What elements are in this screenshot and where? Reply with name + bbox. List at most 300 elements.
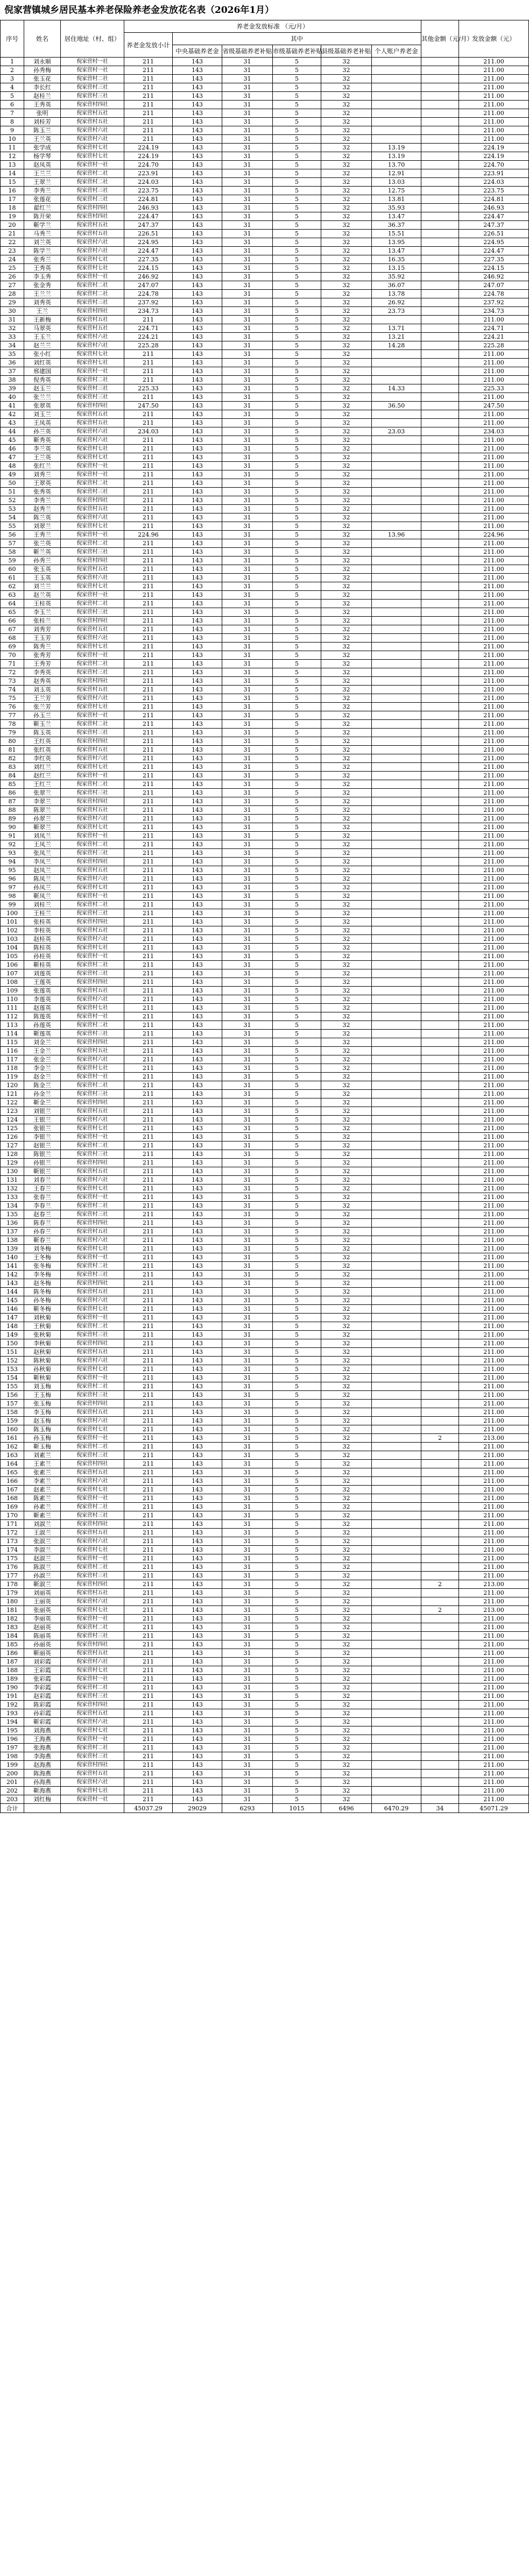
row-name: 靳素兰 bbox=[24, 1511, 61, 1520]
row-address: 倪家营村六社 bbox=[61, 1176, 124, 1184]
row-name: 赵淑兰 bbox=[24, 1554, 61, 1563]
row-address: 倪家营村一社 bbox=[61, 1795, 124, 1804]
row-county: 32 bbox=[321, 1606, 372, 1615]
row-address: 倪家营村六社 bbox=[61, 333, 124, 341]
row-seq: 171 bbox=[1, 1520, 24, 1529]
row-address: 倪家营村七社 bbox=[61, 522, 124, 531]
row-personal bbox=[372, 634, 421, 643]
row-personal bbox=[372, 643, 421, 651]
row-city: 5 bbox=[273, 875, 321, 883]
row-address: 倪家营村一社 bbox=[61, 1615, 124, 1623]
table-row bbox=[1, 987, 529, 995]
row-address: 倪家营村七社 bbox=[61, 1606, 124, 1615]
table-row bbox=[1, 178, 529, 187]
row-city: 5 bbox=[273, 195, 321, 204]
header-issued: 发放金额（元） bbox=[459, 20, 529, 58]
row-other bbox=[421, 1391, 459, 1400]
row-total: 211 bbox=[124, 600, 173, 608]
row-county: 32 bbox=[321, 1219, 372, 1228]
row-central: 143 bbox=[173, 686, 222, 694]
row-other bbox=[421, 668, 459, 677]
row-city: 5 bbox=[273, 969, 321, 978]
row-issued: 211.00 bbox=[459, 832, 529, 840]
row-seq: 129 bbox=[1, 1159, 24, 1167]
row-name: 王秀英 bbox=[24, 264, 61, 273]
row-address: 倪家营村三社 bbox=[61, 393, 124, 402]
table-row bbox=[1, 212, 529, 221]
row-province: 31 bbox=[222, 58, 273, 66]
row-central: 143 bbox=[173, 1537, 222, 1546]
row-issued: 211.00 bbox=[459, 118, 529, 126]
row-address: 倪家营村三社 bbox=[61, 195, 124, 204]
row-other bbox=[421, 1245, 459, 1253]
table-row bbox=[1, 1778, 529, 1787]
row-central: 143 bbox=[173, 410, 222, 419]
row-other bbox=[421, 402, 459, 410]
row-name: 王红兰 bbox=[24, 780, 61, 789]
row-province: 31 bbox=[222, 1288, 273, 1296]
row-province: 31 bbox=[222, 1709, 273, 1718]
row-county: 32 bbox=[321, 1649, 372, 1658]
row-total: 211 bbox=[124, 1064, 173, 1073]
row-total: 211 bbox=[124, 746, 173, 754]
row-total: 211 bbox=[124, 1434, 173, 1443]
row-central: 143 bbox=[173, 479, 222, 488]
row-county: 32 bbox=[321, 1236, 372, 1245]
row-total: 211 bbox=[124, 359, 173, 367]
row-name: 张金兰 bbox=[24, 1055, 61, 1064]
row-seq: 134 bbox=[1, 1202, 24, 1210]
row-county: 32 bbox=[321, 522, 372, 531]
row-name: 张莲英 bbox=[24, 987, 61, 995]
row-personal: 12.75 bbox=[372, 187, 421, 195]
row-city: 5 bbox=[273, 1184, 321, 1193]
row-seq: 10 bbox=[1, 135, 24, 144]
row-province: 31 bbox=[222, 1305, 273, 1314]
row-other bbox=[421, 1494, 459, 1503]
row-city: 5 bbox=[273, 144, 321, 152]
row-name: 马翠英 bbox=[24, 324, 61, 333]
row-personal bbox=[372, 1417, 421, 1425]
row-other bbox=[421, 600, 459, 608]
row-seq: 88 bbox=[1, 806, 24, 815]
table-row bbox=[1, 410, 529, 419]
total-cell bbox=[61, 1804, 124, 1813]
row-name: 刘淑兰 bbox=[24, 1520, 61, 1529]
row-other bbox=[421, 1167, 459, 1176]
row-seq: 67 bbox=[1, 625, 24, 634]
row-issued: 211.00 bbox=[459, 1718, 529, 1726]
row-central: 143 bbox=[173, 1589, 222, 1597]
row-central: 143 bbox=[173, 1236, 222, 1245]
row-address: 倪家营村五社 bbox=[61, 625, 124, 634]
row-county: 32 bbox=[321, 1253, 372, 1262]
table-row bbox=[1, 1486, 529, 1494]
row-address: 倪家营村二社 bbox=[61, 539, 124, 548]
row-county: 32 bbox=[321, 1159, 372, 1167]
row-county: 32 bbox=[321, 419, 372, 427]
row-seq: 78 bbox=[1, 720, 24, 729]
row-province: 31 bbox=[222, 1451, 273, 1460]
row-other bbox=[421, 1787, 459, 1795]
row-name: 李秀兰 bbox=[24, 187, 61, 195]
row-total: 211 bbox=[124, 1692, 173, 1701]
row-address: 倪家营村一社 bbox=[61, 711, 124, 720]
row-address: 倪家营村四社 bbox=[61, 797, 124, 806]
row-county: 32 bbox=[321, 703, 372, 711]
row-county: 32 bbox=[321, 651, 372, 660]
row-central: 143 bbox=[173, 75, 222, 83]
row-other bbox=[421, 264, 459, 273]
row-central: 143 bbox=[173, 565, 222, 574]
row-address: 倪家营村三社 bbox=[61, 969, 124, 978]
row-city: 5 bbox=[273, 1769, 321, 1778]
row-other bbox=[421, 1004, 459, 1012]
row-personal bbox=[372, 1090, 421, 1098]
row-other bbox=[421, 204, 459, 212]
row-county: 32 bbox=[321, 101, 372, 109]
row-county: 32 bbox=[321, 1520, 372, 1529]
row-address: 倪家营村五社 bbox=[61, 324, 124, 333]
row-city: 5 bbox=[273, 909, 321, 918]
row-address: 倪家营村三社 bbox=[61, 789, 124, 797]
row-personal bbox=[372, 367, 421, 376]
table-row bbox=[1, 1176, 529, 1184]
row-county: 32 bbox=[321, 1228, 372, 1236]
row-personal: 14.28 bbox=[372, 341, 421, 350]
row-central: 143 bbox=[173, 1417, 222, 1425]
row-seq: 162 bbox=[1, 1443, 24, 1451]
row-city: 5 bbox=[273, 1331, 321, 1339]
row-address: 倪家营村五社 bbox=[61, 1589, 124, 1597]
row-province: 31 bbox=[222, 1692, 273, 1701]
row-central: 143 bbox=[173, 1726, 222, 1735]
row-total: 211 bbox=[124, 1167, 173, 1176]
row-other bbox=[421, 969, 459, 978]
row-other bbox=[421, 1511, 459, 1520]
row-name: 靳淑兰 bbox=[24, 1580, 61, 1589]
row-other bbox=[421, 152, 459, 161]
row-name: 孙翠兰 bbox=[24, 815, 61, 823]
row-name: 张兰兰 bbox=[24, 393, 61, 402]
row-name: 王秀芳 bbox=[24, 660, 61, 668]
table-row bbox=[1, 1623, 529, 1632]
row-address: 倪家营村二社 bbox=[61, 1443, 124, 1451]
row-personal bbox=[372, 548, 421, 556]
row-name: 王兰兰 bbox=[24, 290, 61, 298]
row-name: 赵彩霞 bbox=[24, 1692, 61, 1701]
row-name: 陈玉梅 bbox=[24, 1425, 61, 1434]
table-row bbox=[1, 1098, 529, 1107]
row-issued: 211.00 bbox=[459, 720, 529, 729]
row-seq: 122 bbox=[1, 1098, 24, 1107]
row-total: 211 bbox=[124, 892, 173, 901]
row-other bbox=[421, 944, 459, 952]
table-row bbox=[1, 281, 529, 290]
row-total: 211 bbox=[124, 1572, 173, 1580]
row-county: 32 bbox=[321, 367, 372, 376]
row-county: 32 bbox=[321, 858, 372, 866]
row-address: 倪家营村七社 bbox=[61, 1305, 124, 1314]
row-seq: 107 bbox=[1, 969, 24, 978]
row-city: 5 bbox=[273, 539, 321, 548]
row-personal bbox=[372, 1709, 421, 1718]
row-total: 246.92 bbox=[124, 273, 173, 281]
row-issued: 227.35 bbox=[459, 255, 529, 264]
row-total: 211 bbox=[124, 1778, 173, 1787]
row-personal: 15.51 bbox=[372, 230, 421, 238]
row-city: 5 bbox=[273, 1468, 321, 1477]
row-seq: 172 bbox=[1, 1529, 24, 1537]
row-central: 143 bbox=[173, 961, 222, 969]
row-central: 143 bbox=[173, 1322, 222, 1331]
row-issued: 211.00 bbox=[459, 944, 529, 952]
row-other bbox=[421, 1021, 459, 1030]
row-county: 32 bbox=[321, 58, 372, 66]
row-personal bbox=[372, 1769, 421, 1778]
row-seq: 86 bbox=[1, 789, 24, 797]
row-county: 32 bbox=[321, 892, 372, 901]
row-province: 31 bbox=[222, 866, 273, 875]
row-province: 31 bbox=[222, 1460, 273, 1468]
row-other bbox=[421, 522, 459, 531]
row-county: 32 bbox=[321, 909, 372, 918]
row-city: 5 bbox=[273, 1460, 321, 1468]
row-personal bbox=[372, 969, 421, 978]
row-city: 5 bbox=[273, 780, 321, 789]
row-address: 倪家营村六社 bbox=[61, 935, 124, 944]
row-seq: 139 bbox=[1, 1245, 24, 1253]
table-row bbox=[1, 1640, 529, 1649]
row-other bbox=[421, 978, 459, 987]
row-total: 211 bbox=[124, 1726, 173, 1735]
row-total: 211 bbox=[124, 935, 173, 944]
row-total: 211 bbox=[124, 1253, 173, 1262]
row-seq: 125 bbox=[1, 1124, 24, 1133]
row-city: 5 bbox=[273, 1296, 321, 1305]
row-total: 211 bbox=[124, 376, 173, 384]
row-address: 倪家营村五社 bbox=[61, 1288, 124, 1296]
row-province: 31 bbox=[222, 944, 273, 952]
row-total: 225.33 bbox=[124, 384, 173, 393]
row-county: 32 bbox=[321, 1314, 372, 1322]
row-central: 143 bbox=[173, 582, 222, 591]
row-county: 32 bbox=[321, 574, 372, 582]
row-personal bbox=[372, 393, 421, 402]
row-county: 32 bbox=[321, 144, 372, 152]
row-county: 32 bbox=[321, 789, 372, 797]
row-name: 李冬梅 bbox=[24, 1271, 61, 1279]
row-issued: 211.00 bbox=[459, 1030, 529, 1038]
row-other bbox=[421, 1769, 459, 1778]
row-seq: 200 bbox=[1, 1769, 24, 1778]
row-personal bbox=[372, 1486, 421, 1494]
row-address: 倪家营村一社 bbox=[61, 591, 124, 600]
row-other bbox=[421, 556, 459, 565]
row-issued: 211.00 bbox=[459, 1744, 529, 1752]
row-name: 靳桂英 bbox=[24, 961, 61, 969]
row-central: 143 bbox=[173, 995, 222, 1004]
row-province: 31 bbox=[222, 823, 273, 832]
row-province: 31 bbox=[222, 1210, 273, 1219]
row-name: 赵凤英 bbox=[24, 161, 61, 169]
table-row bbox=[1, 1064, 529, 1073]
row-city: 5 bbox=[273, 1666, 321, 1675]
table-row bbox=[1, 711, 529, 720]
row-city: 5 bbox=[273, 316, 321, 324]
table-row bbox=[1, 1529, 529, 1537]
row-province: 31 bbox=[222, 1632, 273, 1640]
row-name: 李玉秀 bbox=[24, 273, 61, 281]
row-total: 211 bbox=[124, 75, 173, 83]
table-row bbox=[1, 858, 529, 866]
row-seq: 56 bbox=[1, 531, 24, 539]
row-issued: 211.00 bbox=[459, 866, 529, 875]
row-address: 倪家营村二社 bbox=[61, 178, 124, 187]
table-row bbox=[1, 1494, 529, 1503]
row-name: 孙桂英 bbox=[24, 952, 61, 961]
row-other bbox=[421, 1133, 459, 1141]
row-seq: 42 bbox=[1, 410, 24, 419]
row-personal bbox=[372, 1425, 421, 1434]
row-name: 王新梅 bbox=[24, 316, 61, 324]
row-province: 31 bbox=[222, 565, 273, 574]
row-city: 5 bbox=[273, 1382, 321, 1391]
table-row bbox=[1, 1055, 529, 1064]
table-row bbox=[1, 204, 529, 212]
row-name: 刘桂芳 bbox=[24, 118, 61, 126]
row-central: 143 bbox=[173, 763, 222, 772]
table-row bbox=[1, 1477, 529, 1486]
row-city: 5 bbox=[273, 789, 321, 797]
row-name: 王秀兰 bbox=[24, 531, 61, 539]
row-issued: 226.51 bbox=[459, 230, 529, 238]
row-city: 5 bbox=[273, 376, 321, 384]
row-seq: 89 bbox=[1, 815, 24, 823]
row-total: 211 bbox=[124, 1081, 173, 1090]
row-seq: 167 bbox=[1, 1486, 24, 1494]
row-county: 32 bbox=[321, 1305, 372, 1314]
row-name: 刘玉英 bbox=[24, 686, 61, 694]
row-county: 32 bbox=[321, 66, 372, 75]
row-seq: 31 bbox=[1, 316, 24, 324]
row-city: 5 bbox=[273, 711, 321, 720]
row-other bbox=[421, 1357, 459, 1365]
row-name: 张桂兰 bbox=[24, 617, 61, 625]
row-issued: 211.00 bbox=[459, 1726, 529, 1735]
table-row bbox=[1, 1787, 529, 1795]
row-province: 31 bbox=[222, 926, 273, 935]
row-central: 143 bbox=[173, 419, 222, 427]
row-central: 143 bbox=[173, 488, 222, 496]
row-county: 32 bbox=[321, 1666, 372, 1675]
row-address: 倪家营村六社 bbox=[61, 1296, 124, 1305]
row-name: 王海燕 bbox=[24, 1735, 61, 1744]
row-other bbox=[421, 1658, 459, 1666]
row-name: 赵海燕 bbox=[24, 1761, 61, 1769]
row-other bbox=[421, 470, 459, 479]
row-central: 143 bbox=[173, 169, 222, 178]
row-total: 211 bbox=[124, 1511, 173, 1520]
row-province: 31 bbox=[222, 1752, 273, 1761]
row-seq: 54 bbox=[1, 513, 24, 522]
row-other bbox=[421, 1735, 459, 1744]
row-personal bbox=[372, 1563, 421, 1572]
row-seq: 131 bbox=[1, 1176, 24, 1184]
row-personal bbox=[372, 1271, 421, 1279]
row-name: 刘玉梅 bbox=[24, 1382, 61, 1391]
row-address: 倪家营村一社 bbox=[61, 1133, 124, 1141]
row-county: 32 bbox=[321, 548, 372, 556]
row-central: 143 bbox=[173, 1210, 222, 1219]
row-other bbox=[421, 686, 459, 694]
row-seq: 173 bbox=[1, 1537, 24, 1546]
row-central: 143 bbox=[173, 918, 222, 926]
row-address: 倪家营村一社 bbox=[61, 1314, 124, 1322]
row-seq: 121 bbox=[1, 1090, 24, 1098]
row-total: 211 bbox=[124, 436, 173, 445]
row-personal bbox=[372, 1640, 421, 1649]
row-central: 143 bbox=[173, 1159, 222, 1167]
row-central: 143 bbox=[173, 178, 222, 187]
table-row bbox=[1, 1081, 529, 1090]
row-name: 王玉兰 bbox=[24, 333, 61, 341]
row-total: 211 bbox=[124, 1210, 173, 1219]
table-row bbox=[1, 488, 529, 496]
row-county: 32 bbox=[321, 350, 372, 359]
row-seq: 91 bbox=[1, 832, 24, 840]
row-personal bbox=[372, 625, 421, 634]
row-address: 倪家营村五社 bbox=[61, 1769, 124, 1778]
table-row bbox=[1, 1546, 529, 1554]
row-seq: 98 bbox=[1, 892, 24, 901]
row-central: 143 bbox=[173, 350, 222, 359]
row-other bbox=[421, 1752, 459, 1761]
row-central: 143 bbox=[173, 729, 222, 737]
row-address: 倪家营村五社 bbox=[61, 1107, 124, 1116]
row-issued: 211.00 bbox=[459, 969, 529, 978]
table-row bbox=[1, 1271, 529, 1279]
row-seq: 8 bbox=[1, 118, 24, 126]
row-personal bbox=[372, 1098, 421, 1107]
row-central: 143 bbox=[173, 101, 222, 109]
row-city: 5 bbox=[273, 264, 321, 273]
row-city: 5 bbox=[273, 1563, 321, 1572]
row-city: 5 bbox=[273, 384, 321, 393]
table-row bbox=[1, 1589, 529, 1597]
table-row bbox=[1, 350, 529, 359]
row-city: 5 bbox=[273, 1640, 321, 1649]
table-row bbox=[1, 1219, 529, 1228]
row-issued: 211.00 bbox=[459, 1064, 529, 1073]
row-name: 李秀兰 bbox=[24, 496, 61, 505]
row-county: 32 bbox=[321, 384, 372, 393]
row-city: 5 bbox=[273, 574, 321, 582]
row-seq: 62 bbox=[1, 582, 24, 591]
row-issued: 211.00 bbox=[459, 1348, 529, 1357]
row-address: 倪家营村六社 bbox=[61, 247, 124, 255]
row-issued: 211.00 bbox=[459, 1778, 529, 1787]
row-name: 李长红 bbox=[24, 83, 61, 92]
row-personal bbox=[372, 892, 421, 901]
row-total: 211 bbox=[124, 789, 173, 797]
row-address: 倪家营村五社 bbox=[61, 806, 124, 815]
row-county: 32 bbox=[321, 944, 372, 952]
row-central: 143 bbox=[173, 1357, 222, 1365]
row-name: 陈玉兰 bbox=[24, 126, 61, 135]
table-row bbox=[1, 522, 529, 531]
row-seq: 95 bbox=[1, 866, 24, 875]
